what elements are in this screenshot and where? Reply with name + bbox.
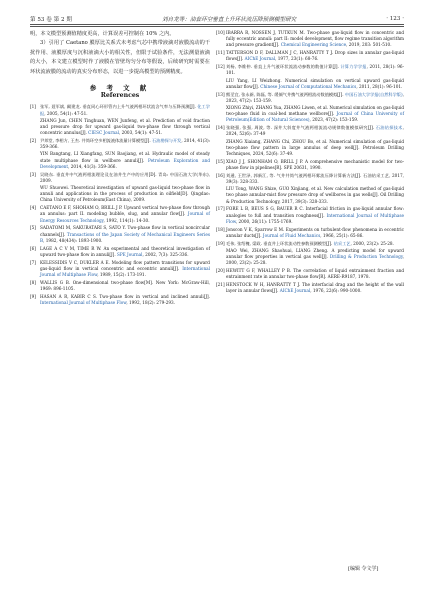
reference-entry bbox=[216, 64, 404, 76]
right-column bbox=[216, 30, 404, 296]
editor-note: [编辑 令文学] bbox=[348, 566, 379, 572]
reference-entry bbox=[30, 118, 210, 137]
reference-number: [21] bbox=[216, 282, 225, 288]
reference-text: YIN Bangtang, LI Xiangfang, SUN Baojiang, et al. Hydraulic model of steady state multiphase flow in wellbore annuli[J]. Petroleum Exploration and Development, 2014, 41(3): 359-366. bbox=[40, 151, 210, 169]
reference-number: [20] bbox=[216, 268, 225, 274]
reference-number: [7] bbox=[30, 259, 36, 265]
reference-entry bbox=[216, 282, 404, 294]
reference-text: 熊至宜, 张永新, 陈磊, 等. 缓倾气井携气液两相流动数值模拟[J]. 中国石油大学学报(自然科学版), 2023, 47(2): 153-159. bbox=[226, 91, 404, 103]
reference-journal-link[interactable]: 钻采工艺 bbox=[333, 240, 351, 246]
reference-journal-link[interactable]: Transactions of the Japan Society of Mechanical Engineers Series B bbox=[40, 231, 210, 243]
reference-number: [10] bbox=[216, 30, 225, 35]
reference-journal-link[interactable]: Chinese Journal of Computational Mechanics bbox=[260, 83, 357, 89]
reference-number: [9] bbox=[30, 293, 36, 299]
reference-number bbox=[30, 151, 40, 170]
reference-text: WU Shuowei. Theoretical investigation of upward gas-liquid two-phase flow in annuli and applications in the process of production in oilfield[D]. Qingdao: China University of Petroleum(East China), 2009. bbox=[40, 185, 210, 203]
reference-entry bbox=[30, 205, 210, 224]
reference-entry bbox=[216, 139, 404, 158]
reference-text: WALLIS G B. One-dimensional two-phase flow[M]. New York: McGraw-Hill, 1969: 896-1105. bbox=[40, 279, 210, 292]
reference-text: HASAN A R, KABIR C S. Two-phase flow in vertical and inclined annuli[J]. International Journal of Multiphase Flow, 1992, 18(2): 279-293. bbox=[40, 293, 210, 306]
reference-number bbox=[216, 139, 226, 158]
reference-journal-link[interactable]: Drilling & Production Technology bbox=[329, 254, 403, 260]
reference-journal-link[interactable]: Journal of Energy Resources Technology bbox=[40, 211, 210, 223]
reference-text: HENSTOCK W H, HANRATTY T J. The interfacial drag and the height of the wall layer in annular flows[J]. AIChE Journal, 1976, 22(6): 990-1000. bbox=[226, 282, 404, 294]
reference-entry bbox=[216, 206, 404, 225]
reference-number: [3] bbox=[30, 171, 36, 177]
references-title-cn: 参 考 文 献 bbox=[89, 84, 151, 93]
reference-number bbox=[216, 78, 226, 90]
volume-issue: 第 53 卷 第 2 期 bbox=[30, 17, 72, 23]
reference-text: 吴晓东. 垂直井中气液两相流理论及在油井生产中的应用[D]. 青岛: 中国石油大学(华东), 2009. bbox=[40, 171, 210, 183]
reference-journal-link[interactable]: 化工学报 bbox=[40, 104, 210, 116]
page-number: · 123 · bbox=[386, 16, 404, 22]
reference-entry bbox=[216, 248, 404, 267]
reference-journal-link[interactable]: SPE Journal bbox=[116, 251, 143, 257]
reference-text: MAO Wei, ZHANG Shaohuai, LIANG Zheng. A predicting model for upward annular flow properties in vertical gas well[J]. Drilling & Production Technology, 2000, 23(2): 25-28. bbox=[226, 247, 404, 266]
reference-entry bbox=[216, 268, 404, 280]
reference-entry bbox=[30, 280, 210, 292]
reference-text: LIU Tong, WANG Shize, GUO Xinjiang, et al. New calculation method of gas-liquid two phase annular-mist flow pressure drop of wellbores in gas wells[J]. Oil Drilling & Production Technology, 2017, 39(3): 328-333. bbox=[226, 186, 404, 204]
reference-text: KELESSIDIS V C, DUKLER A E. Modeling flow pattern transitions for upward gas-liquid flow in vertical concentric and eccentric annuli[J]. International Journal of Multiphase Flow, 1989, 15(2): 173-191. bbox=[40, 259, 210, 278]
reference-number: [2] bbox=[30, 138, 36, 144]
body-paragraph-2: 3）引用了 Caetano 膜厚比关系式未考虑气芯中携带液滴对液膜流动的干扰作用、液膜厚度与沉积液滴大小的相关性，但限于试验条件，无法测量液滴的大小，本文建立模型时作了液膜在管壁均匀分布等假设，后续研究时需要在环状流液膜的流动的真实分布形态，以进一步提高模型的预测精度。 bbox=[30, 40, 210, 75]
reference-journal-link[interactable]: Journal of Fluid Mechanics bbox=[262, 232, 321, 238]
reference-number bbox=[216, 248, 226, 267]
header-rule bbox=[30, 24, 404, 27]
reference-journal-link[interactable]: 石油钻探技术 bbox=[375, 125, 403, 131]
reference-text: CAETANO E F, SHOHAM O, BRILL J P. Upward vertical two-phase flow through an annulus: part II. modeling bubble, slug, and annular flow[J]. Journal of Energy Resources Technology, 1992, 114(1): 14-30. bbox=[40, 205, 210, 223]
reference-entry bbox=[30, 151, 210, 170]
reference-number: [11] bbox=[216, 50, 225, 56]
body-paragraph-1: 明，本文模型预测值精度更高，计算误差可控制在 10% 之内。 bbox=[30, 31, 175, 37]
reference-entry bbox=[30, 104, 210, 116]
reference-text: 毛伟, 张绍槐, 梁政. 垂直井上环状流动性参数预测模型[J]. 钻采工艺, 2000, 23(2): 25-28. bbox=[226, 240, 394, 246]
reference-text: SADATOMI M, SAKURATARI S, SATO Y. Two-phase flow in vertical noncircular channels[J]. Transactions of the Japan Society of Mechanical Engineers Series B, 1982, 48(434): 1893-1900. bbox=[40, 225, 210, 243]
reference-entry bbox=[216, 173, 404, 185]
reference-entry bbox=[216, 186, 404, 205]
reference-journal-link[interactable]: 石油勘探与开发 bbox=[151, 138, 182, 144]
reference-text: XIONG Zhiyi, ZHANG Yua, ZHANG Liwen, et al. Numerical simulation on gas-liquid two-phase fluid in coal-bed methane wellbore[J]. Journal of China University of Petroleum(Edition of Natural Sciences), 2023, 47(2): 153-159. bbox=[226, 105, 404, 123]
reference-journal-link[interactable]: 中国石油大学学报(自然科学版) bbox=[344, 91, 403, 97]
running-header bbox=[30, 15, 404, 23]
reference-text: FORE L B, BEUS S G, BAUER R C. Interfacial friction in gas-liquid annular flow: analogies to full and transition roughness[J]. International Journal of Multiphase Flow, 2000, 26(11): 1755-1769. bbox=[226, 206, 404, 224]
reference-text: LIU Yang, LI Weizhong. Numerical simulation on vertical upward gas-liquid annular flow[J]. Chinese Journal of Computational Mechanics, 2011, 28(1): 96-101. bbox=[226, 77, 404, 89]
reference-text: ZHANG Jun, CHEN Tinghuan, WEN Junfeng, et al. Prediction of void fraction and pressure drop for upward gas-liquid two-phase flow through vertical concentric annulus[J]. CIESC Journal, 2003, 54(1): 47-51. bbox=[40, 117, 210, 136]
reference-entry bbox=[216, 78, 404, 90]
reference-number: [13] bbox=[216, 91, 225, 97]
reference-number bbox=[30, 185, 40, 204]
reference-journal-link[interactable]: Chemical Engineering Science bbox=[280, 42, 347, 48]
reference-number: [14] bbox=[216, 125, 225, 131]
reference-number bbox=[216, 186, 226, 205]
reference-entry bbox=[30, 225, 210, 244]
reference-text: 张晓强, 张强, 周波, 等. 深井大斜度井气液两相流流动规律数值模拟研究[J]. 石油钻探技术, 2024, 52(6): 37-49 bbox=[226, 125, 404, 137]
reference-text: 尹邦堂, 李相方, 王杰. 井筒环空多相流液体流量计算模型[J]. 石油勘探与开发, 2014, 41(3): 359-366. bbox=[40, 138, 210, 150]
reference-journal-link[interactable]: Petroleum Exploration and Development bbox=[40, 157, 210, 169]
reference-text: ZHANG Xiaiang, ZHANG Chi, ZHOU Bo, et al. Numerical simulation of gas-liquid two-phase flow pattern in large annulus of deep well[J]. Petroleum Drilling Techniques, 2024, 52(6): 37-49. bbox=[226, 138, 404, 157]
reference-entry bbox=[216, 92, 404, 104]
reference-number: [5] bbox=[30, 225, 36, 231]
reference-journal-link[interactable]: 计算力学学报 bbox=[340, 64, 367, 70]
reference-journal-link[interactable]: International Journal of Multiphase Flow bbox=[40, 265, 210, 278]
reference-entry bbox=[30, 138, 210, 150]
reference-entry bbox=[216, 30, 404, 49]
reference-journal-link[interactable]: International Journal of Multiphase Flow bbox=[226, 212, 404, 224]
reference-journal-link[interactable]: International Journal of Multiphase Flow bbox=[40, 300, 127, 306]
reference-number: [4] bbox=[30, 205, 36, 211]
reference-entry bbox=[30, 294, 210, 306]
reference-number: [19] bbox=[216, 240, 225, 246]
reference-entry bbox=[30, 246, 210, 258]
reference-text: XIAO J J, SHONHAM O, BRILL J P. A comprehensive mechanistic model for two-phase flow in pipelines[R]. SPE 20631, 1990. bbox=[226, 158, 404, 171]
reference-text: HEWITT G F, WHALLEY P B. The correlation of liquid entrainment fraction and entrainment rate in annular two-phase flow[R]. AERE-R9187, 1978. bbox=[226, 268, 404, 280]
reference-entry bbox=[216, 125, 404, 137]
reference-number: [16] bbox=[216, 172, 225, 178]
reference-text: LAGE A C V M, TIME R W. An experimental and theoretical investigation of upward two-phase flow in annuli[J]. SPE Journal, 2002, 7(3): 325-336. bbox=[40, 245, 210, 257]
reference-text: 刘杨, 李维仲. 垂直上升气液环状流流动参数的数值计算[J]. 计算力学学报, 2011, 28(1): 96-101. bbox=[226, 64, 404, 76]
reference-number: [6] bbox=[30, 245, 36, 251]
reference-text: IBARRA R, NOSSEN J, TUTKUN M. Two-phase gas-liquid flow in concentric and fully eccentric annuli: part II: model development, flow regime transition algorithm and pressure gradient[J]. Chemical Engineering Science, 2019, 203: 501-510. bbox=[226, 30, 404, 48]
reference-journal-link[interactable]: CIESC Journal bbox=[88, 130, 119, 136]
reference-entry bbox=[216, 241, 404, 247]
reference-journal-link[interactable]: Journal of China University of Petroleum(Edition of Natural Sciences) bbox=[226, 111, 404, 123]
reference-number bbox=[216, 105, 226, 124]
reference-list-right bbox=[216, 30, 404, 294]
reference-text: Jonscon V K, Sparrow E M. Experiments on turbulent-flow phenomena in eccentric annular ducts[J]. Journal of Fluid Mechanics, 1966, 25(1): 65-86. bbox=[226, 226, 404, 238]
running-title: 刘自龙等：油套环空垂直上升环状流压降预测模型研究 bbox=[161, 17, 297, 23]
reference-number: [18] bbox=[216, 226, 225, 232]
reference-journal-link[interactable]: AIChE Journal bbox=[279, 288, 311, 294]
reference-number: [17] bbox=[216, 206, 225, 212]
reference-entry bbox=[30, 172, 210, 184]
reference-text: 张军, 聂军斌, 阚建龙. 垂直同心环形管内上升气液两相环状流含气率与压降预测[J]. 化工学报, 2005, 54(1): 47-51. bbox=[40, 104, 210, 116]
reference-number: [1] bbox=[30, 104, 36, 110]
reference-list-left bbox=[30, 104, 210, 306]
reference-entry bbox=[216, 227, 404, 239]
references-title-en: References bbox=[100, 92, 140, 100]
reference-journal-link[interactable]: AIChE Journal bbox=[244, 56, 276, 62]
left-column bbox=[30, 30, 210, 308]
reference-number: [15] bbox=[216, 158, 225, 164]
reference-number: [12] bbox=[216, 64, 225, 70]
reference-entry bbox=[30, 260, 210, 279]
reference-entry bbox=[216, 50, 404, 62]
reference-text: 刘通, 王世泽, 郭新江, 等. 气井井筒气液两相环雾流压降计算新方法[J]. 石油钻采工艺, 2017, 39(3): 328-333. bbox=[226, 172, 404, 185]
reference-text: TATTERSON D F, DALLMAN J C, HANRATTY T J. Drop sizes in annular gas-liquid flows[J]. AIChE Journal, 1977, 23(1): 68-76. bbox=[226, 50, 404, 62]
reference-number: [8] bbox=[30, 279, 36, 285]
reference-entry bbox=[216, 105, 404, 124]
reference-entry bbox=[216, 159, 404, 171]
reference-number bbox=[30, 118, 40, 137]
reference-entry bbox=[30, 185, 210, 204]
